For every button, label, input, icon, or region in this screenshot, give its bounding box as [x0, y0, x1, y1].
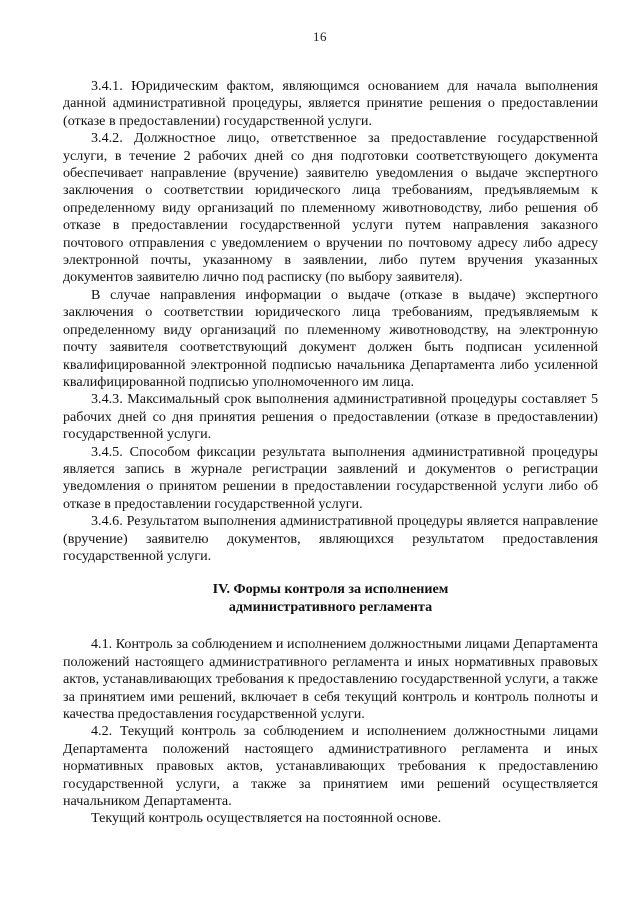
- page-content: [63, 78, 598, 828]
- paragraph-4-1: 4.1. Контроль за соблюдением и исполнением должностными лицами Департамента положений настоящего административного регламента и иных нормативных правовых актов, устанавливающих требования к предоставлению государственной услуги, а также за принятием ими решений, включает в себя текущий контроль и контроль полноты и качества предоставления государственной услуги.: [63, 636, 598, 722]
- section-heading: [63, 580, 598, 616]
- paragraph-4-2: 4.2. Текущий контроль за соблюдением и исполнением должностными лицами Департамента положений настоящего административного регламента и иных нормативных правовых актов, устанавливающих требования к предоставлению государственной услуги, а также за принятием ими решений осуществляется начальником Департамента.: [63, 723, 598, 810]
- paragraph-electronic-notice: В случае направления информации о выдаче (отказе в выдаче) экспертного заключения о соответствии юридического лица требованиям, предъявляемым к определенному виду организаций по племенному животноводству, на электронную почту заявителя соответствующий документ должен быть подписан усиленной квалифицированной электронной подписью начальника Департамента либо усиленной квалифицированной подписью уполномоченного им лица.: [63, 286, 598, 390]
- paragraph-3-4-1: 3.4.1. Юридическим фактом, являющимся основанием для начала выполнения данной административной процедуры, является принятие решения о предоставлении (отказе в предоставлении) государственной услуги.: [63, 78, 598, 129]
- paragraph-ongoing-control: Текущий контроль осуществляется на постоянной основе.: [91, 810, 442, 827]
- paragraph-3-4-5: 3.4.5. Способом фиксации результата выполнения административной процедуры является запись в журнале регистрации заявлений и документов о регистрации уведомления о принятом решении в предоставлении государственной услуги либо об отказе в предоставлении государственной услуги.: [63, 443, 598, 512]
- page-number: 16: [313, 29, 327, 44]
- section-heading-line-1: IV. Формы контроля за исполнением: [212, 581, 449, 598]
- section-heading-line-2: административного регламента: [228, 599, 433, 616]
- paragraph-3-4-2: 3.4.2. Должностное лицо, ответственное за предоставление государственной услуги, в течение 2 рабочих дней со дня подготовки соответствующего документа обеспечивает направление (вручение) заявителю уведомления о выдаче экспертного заключения о соответствии юридического лица требованиям, предъявляемым к определенному виду организаций по племенному животноводству, либо решения об отказе в предоставлении государственной услуги путем направления заказного почтового отправления с уведомлением о вручении по почтовому адресу либо адресу электронной почты, указанному в заявлении, либо путем вручения указанных документов заявителю лично под расписку (по выбору заявителя).: [63, 130, 598, 286]
- paragraph-3-4-3: 3.4.3. Максимальный срок выполнения административной процедуры составляет 5 рабочих дней со дня принятия решения о предоставлении (отказе в предоставлении) государственной услуги.: [63, 391, 598, 443]
- paragraph-3-4-6: 3.4.6. Результатом выполнения административной процедуры является направление (вручение) заявителю документов, являющихся результатом предоставления государственной услуги.: [63, 513, 598, 564]
